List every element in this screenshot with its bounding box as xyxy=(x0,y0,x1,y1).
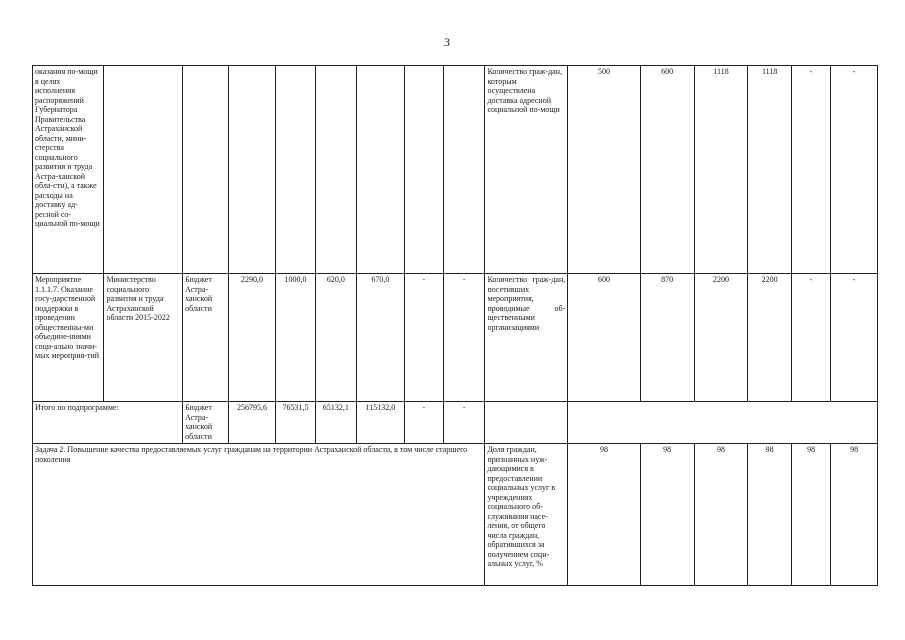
funding-source-cell: Бюджет Астра-ханской области xyxy=(183,274,229,402)
subprogram-total-label: Итого по подпрограмме: xyxy=(33,402,183,444)
indicator-value-cell xyxy=(568,402,878,444)
indicator-value-cell: 98 xyxy=(640,444,694,586)
indicator-value-cell: - xyxy=(831,274,878,402)
indicator-value-cell: 98 xyxy=(694,444,748,586)
amount-cell: - xyxy=(404,274,443,402)
amount-cell: 670,0 xyxy=(357,274,405,402)
indicator-name-cell: Количество граж-дан, посетивших мероприятия, проводимые об-щественными организациями xyxy=(485,274,568,402)
indicator-name-cell: Доля граждан, признанных нуж-дающимися в предоставлении социальных услуг в учреждениях социального об-служивания насе-ления, от общего числа граждан, обратившихся за получением соци-альных услуг, % xyxy=(485,444,568,586)
indicator-value-cell: - xyxy=(831,66,878,274)
amount-cell: - xyxy=(404,402,443,444)
amount-cell: 115132,0 xyxy=(357,402,405,444)
indicator-value-cell: 600 xyxy=(568,274,640,402)
indicator-value-cell: 98 xyxy=(831,444,878,586)
executor-cell xyxy=(104,66,183,274)
measure-name-cell: оказания по-мощи в целях исполнения распоряжений Губернатора Правительства Астраханской области, мини-стерства социального развития и труда Астра-ханской обла-сти), а также расходы на доставку ад-ресной со-циальной по-мощи xyxy=(33,66,104,274)
indicator-value-cell: 2200 xyxy=(748,274,791,402)
indicator-value-cell: 870 xyxy=(640,274,694,402)
amount-cell xyxy=(228,66,276,274)
amount-cell: 1000,0 xyxy=(276,274,315,402)
indicator-value-cell: 1118 xyxy=(748,66,791,274)
amount-cell xyxy=(357,66,405,274)
indicator-value-cell: 98 xyxy=(791,444,830,586)
amount-cell: 620,0 xyxy=(315,274,356,402)
indicator-value-cell: 98 xyxy=(568,444,640,586)
amount-cell: - xyxy=(444,274,485,402)
indicator-name-cell: Количество граж-дан, которым осуществлена доставка адресной социальной по-мощи xyxy=(485,66,568,274)
task-title-cell: Задача 2. Повышение качества предоставляемых услуг гражданам на территории Астраханской области, в том числе старшего поколения xyxy=(33,444,485,586)
indicator-name-cell xyxy=(485,402,568,444)
indicator-value-cell: - xyxy=(791,66,830,274)
amount-cell: 65132,1 xyxy=(315,402,356,444)
amount-cell: 2290,0 xyxy=(228,274,276,402)
funding-source-cell xyxy=(183,66,229,274)
amount-cell xyxy=(444,66,485,274)
indicator-value-cell: 1118 xyxy=(694,66,748,274)
executor-cell: Министерство социального развития и труда Астраханской области 2015-2022 xyxy=(104,274,183,402)
indicator-value-cell: - xyxy=(791,274,830,402)
program-table xyxy=(32,65,878,586)
amount-cell xyxy=(276,66,315,274)
table-row xyxy=(33,402,878,444)
indicator-value-cell: 2200 xyxy=(694,274,748,402)
table-row xyxy=(33,274,878,402)
amount-cell xyxy=(315,66,356,274)
indicator-value-cell: 98 xyxy=(748,444,791,586)
page-number: 3 xyxy=(444,35,450,49)
funding-source-cell: Бюджет Астра-ханской области xyxy=(183,402,229,444)
table-row xyxy=(33,444,878,586)
amount-cell: 256795,6 xyxy=(228,402,276,444)
measure-name-cell: Мероприятие 1.1.1.7. Оказание госу-дарственной поддержки в проведении общественны-ми объедине-ниями соци-ально значи-мых мероприя-тий xyxy=(33,274,104,402)
indicator-value-cell: 600 xyxy=(640,66,694,274)
amount-cell xyxy=(404,66,443,274)
indicator-value-cell: 500 xyxy=(568,66,640,274)
amount-cell: - xyxy=(444,402,485,444)
table-row xyxy=(33,66,878,274)
amount-cell: 76531,5 xyxy=(276,402,315,444)
